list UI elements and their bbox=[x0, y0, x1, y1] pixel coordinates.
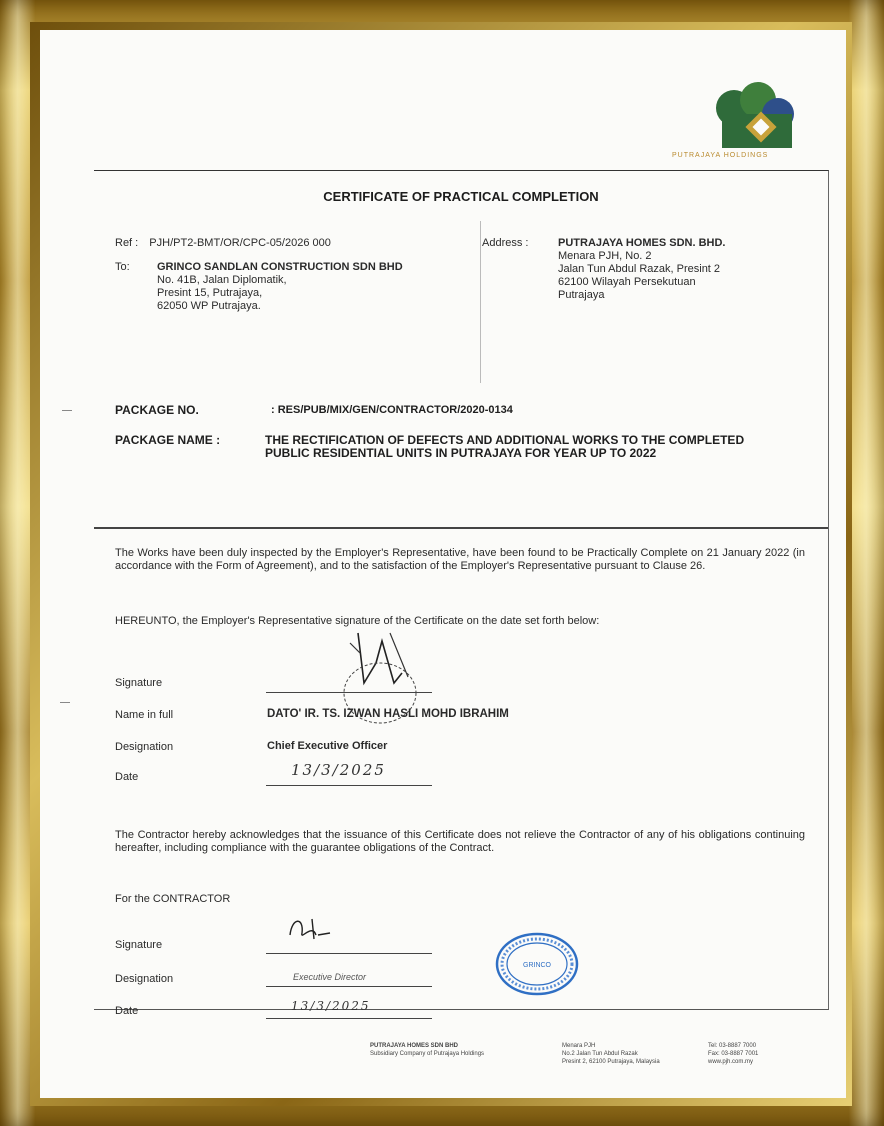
company-stamp bbox=[494, 931, 580, 997]
date-label: Date bbox=[115, 1005, 139, 1017]
logo-text: PUTRAJAYA HOLDINGS bbox=[672, 152, 769, 159]
footer-line: www.pjh.com.my bbox=[708, 1059, 754, 1065]
footer-contact bbox=[708, 1042, 758, 1066]
package-no-value: : RES/PUB/MIX/GEN/CONTRACTOR/2020-0134 bbox=[271, 404, 513, 416]
inspection-paragraph: The Works have been duly inspected by the Employer's Representative, have been found to be Practically Complete on 21 January 2022 (in accordance with the Form of Agreement), and to the satisfaction of the Employer's Representative pursuant to Clause 26. bbox=[115, 547, 805, 572]
stamp-text: GRINCO bbox=[523, 962, 551, 969]
recipient-name: GRINCO SANDLAN CONSTRUCTION SDN BHD bbox=[157, 261, 403, 273]
contractor-date: 13/3/2025 bbox=[291, 999, 371, 1013]
signature-label: Signature bbox=[115, 677, 163, 689]
to-label: To: bbox=[115, 261, 130, 273]
hereunto-paragraph: HEREUNTO, the Employer's Representative signature of the Certificate on the date set forth below: bbox=[115, 615, 600, 627]
company-logo bbox=[700, 74, 810, 164]
footer-line: Menara PJH bbox=[562, 1043, 596, 1049]
package-number bbox=[115, 403, 513, 417]
footer-line: Tel: 03-8887 7000 bbox=[708, 1043, 757, 1049]
certificate-title: CERTIFICATE OF PRACTICAL COMPLETION bbox=[323, 189, 599, 204]
issuer-address-line: 62100 Wilayah Persekutuan bbox=[558, 276, 696, 288]
recipient-address-line: 62050 WP Putrajaya. bbox=[157, 300, 261, 312]
contractor-signature bbox=[282, 911, 342, 947]
acknowledgement-paragraph: The Contractor hereby acknowledges that the issuance of this Certificate does not relieve the Contractor of any of his obligations continuing hereafter, including compliance with the guarantee obligations of the Contract. bbox=[115, 829, 805, 854]
for-contractor-label: For the CONTRACTOR bbox=[115, 893, 231, 905]
footer-line: No.2 Jalan Tun Abdul Razak bbox=[562, 1051, 638, 1057]
ref-label: Ref : bbox=[115, 237, 139, 249]
scan-mark bbox=[60, 702, 70, 703]
name-label: Name in full bbox=[115, 709, 174, 721]
package-name-label: PACKAGE NAME : bbox=[115, 433, 221, 447]
date-line bbox=[266, 1018, 432, 1019]
divider-vertical bbox=[480, 221, 481, 383]
footer-line: Subsidiary Company of Putrajaya Holdings bbox=[370, 1051, 485, 1057]
employer-name: DATO' IR. TS. IZWAN HASLI MOHD IBRAHIM bbox=[267, 708, 509, 720]
signature-line bbox=[266, 953, 432, 954]
footer-line: Fax: 03-8887 7001 bbox=[708, 1051, 759, 1057]
employer-date: 13/3/2025 bbox=[291, 761, 386, 779]
scan-mark bbox=[62, 410, 72, 411]
certificate-box bbox=[94, 170, 829, 1017]
package-name-value: THE RECTIFICATION OF DEFECTS AND ADDITIONAL WORKS TO THE COMPLETED PUBLIC RESIDENTIAL UNITS IN PUTRAJAYA FOR YEAR UP TO 2022 bbox=[265, 433, 745, 460]
contractor-designation: Executive Director bbox=[293, 972, 367, 982]
issuer-address-line: Menara PJH, No. 2 bbox=[558, 250, 652, 262]
document-page bbox=[40, 30, 846, 1098]
designation-line bbox=[266, 986, 432, 987]
date-line bbox=[266, 785, 432, 786]
package-no-label: PACKAGE NO. bbox=[115, 403, 199, 417]
issuer-address-line: Jalan Tun Abdul Razak, Presint 2 bbox=[558, 263, 721, 275]
employer-designation: Chief Executive Officer bbox=[267, 740, 388, 752]
footer-address bbox=[562, 1042, 660, 1066]
footer-line: Presint 2, 62100 Putrajaya, Malaysia bbox=[562, 1059, 660, 1065]
footer-line: PUTRAJAYA HOMES SDN BHD bbox=[370, 1043, 459, 1049]
section-divider bbox=[94, 527, 828, 529]
address-label: Address : bbox=[482, 237, 529, 249]
signature-label: Signature bbox=[115, 939, 163, 951]
ref-value: PJH/PT2-BMT/OR/CPC-05/2026 000 bbox=[149, 237, 331, 249]
recipient-address-line: Presint 15, Putrajaya, bbox=[157, 287, 263, 299]
reference-row bbox=[115, 237, 331, 250]
designation-label: Designation bbox=[115, 741, 174, 753]
recipient-address-line: No. 41B, Jalan Diplomatik, bbox=[157, 274, 287, 286]
designation-label: Designation bbox=[115, 973, 174, 985]
issuer-name: PUTRAJAYA HOMES SDN. BHD. bbox=[558, 237, 726, 249]
issuer-address-line: Putrajaya bbox=[558, 289, 605, 301]
footer-company bbox=[370, 1042, 484, 1058]
date-label: Date bbox=[115, 771, 139, 783]
